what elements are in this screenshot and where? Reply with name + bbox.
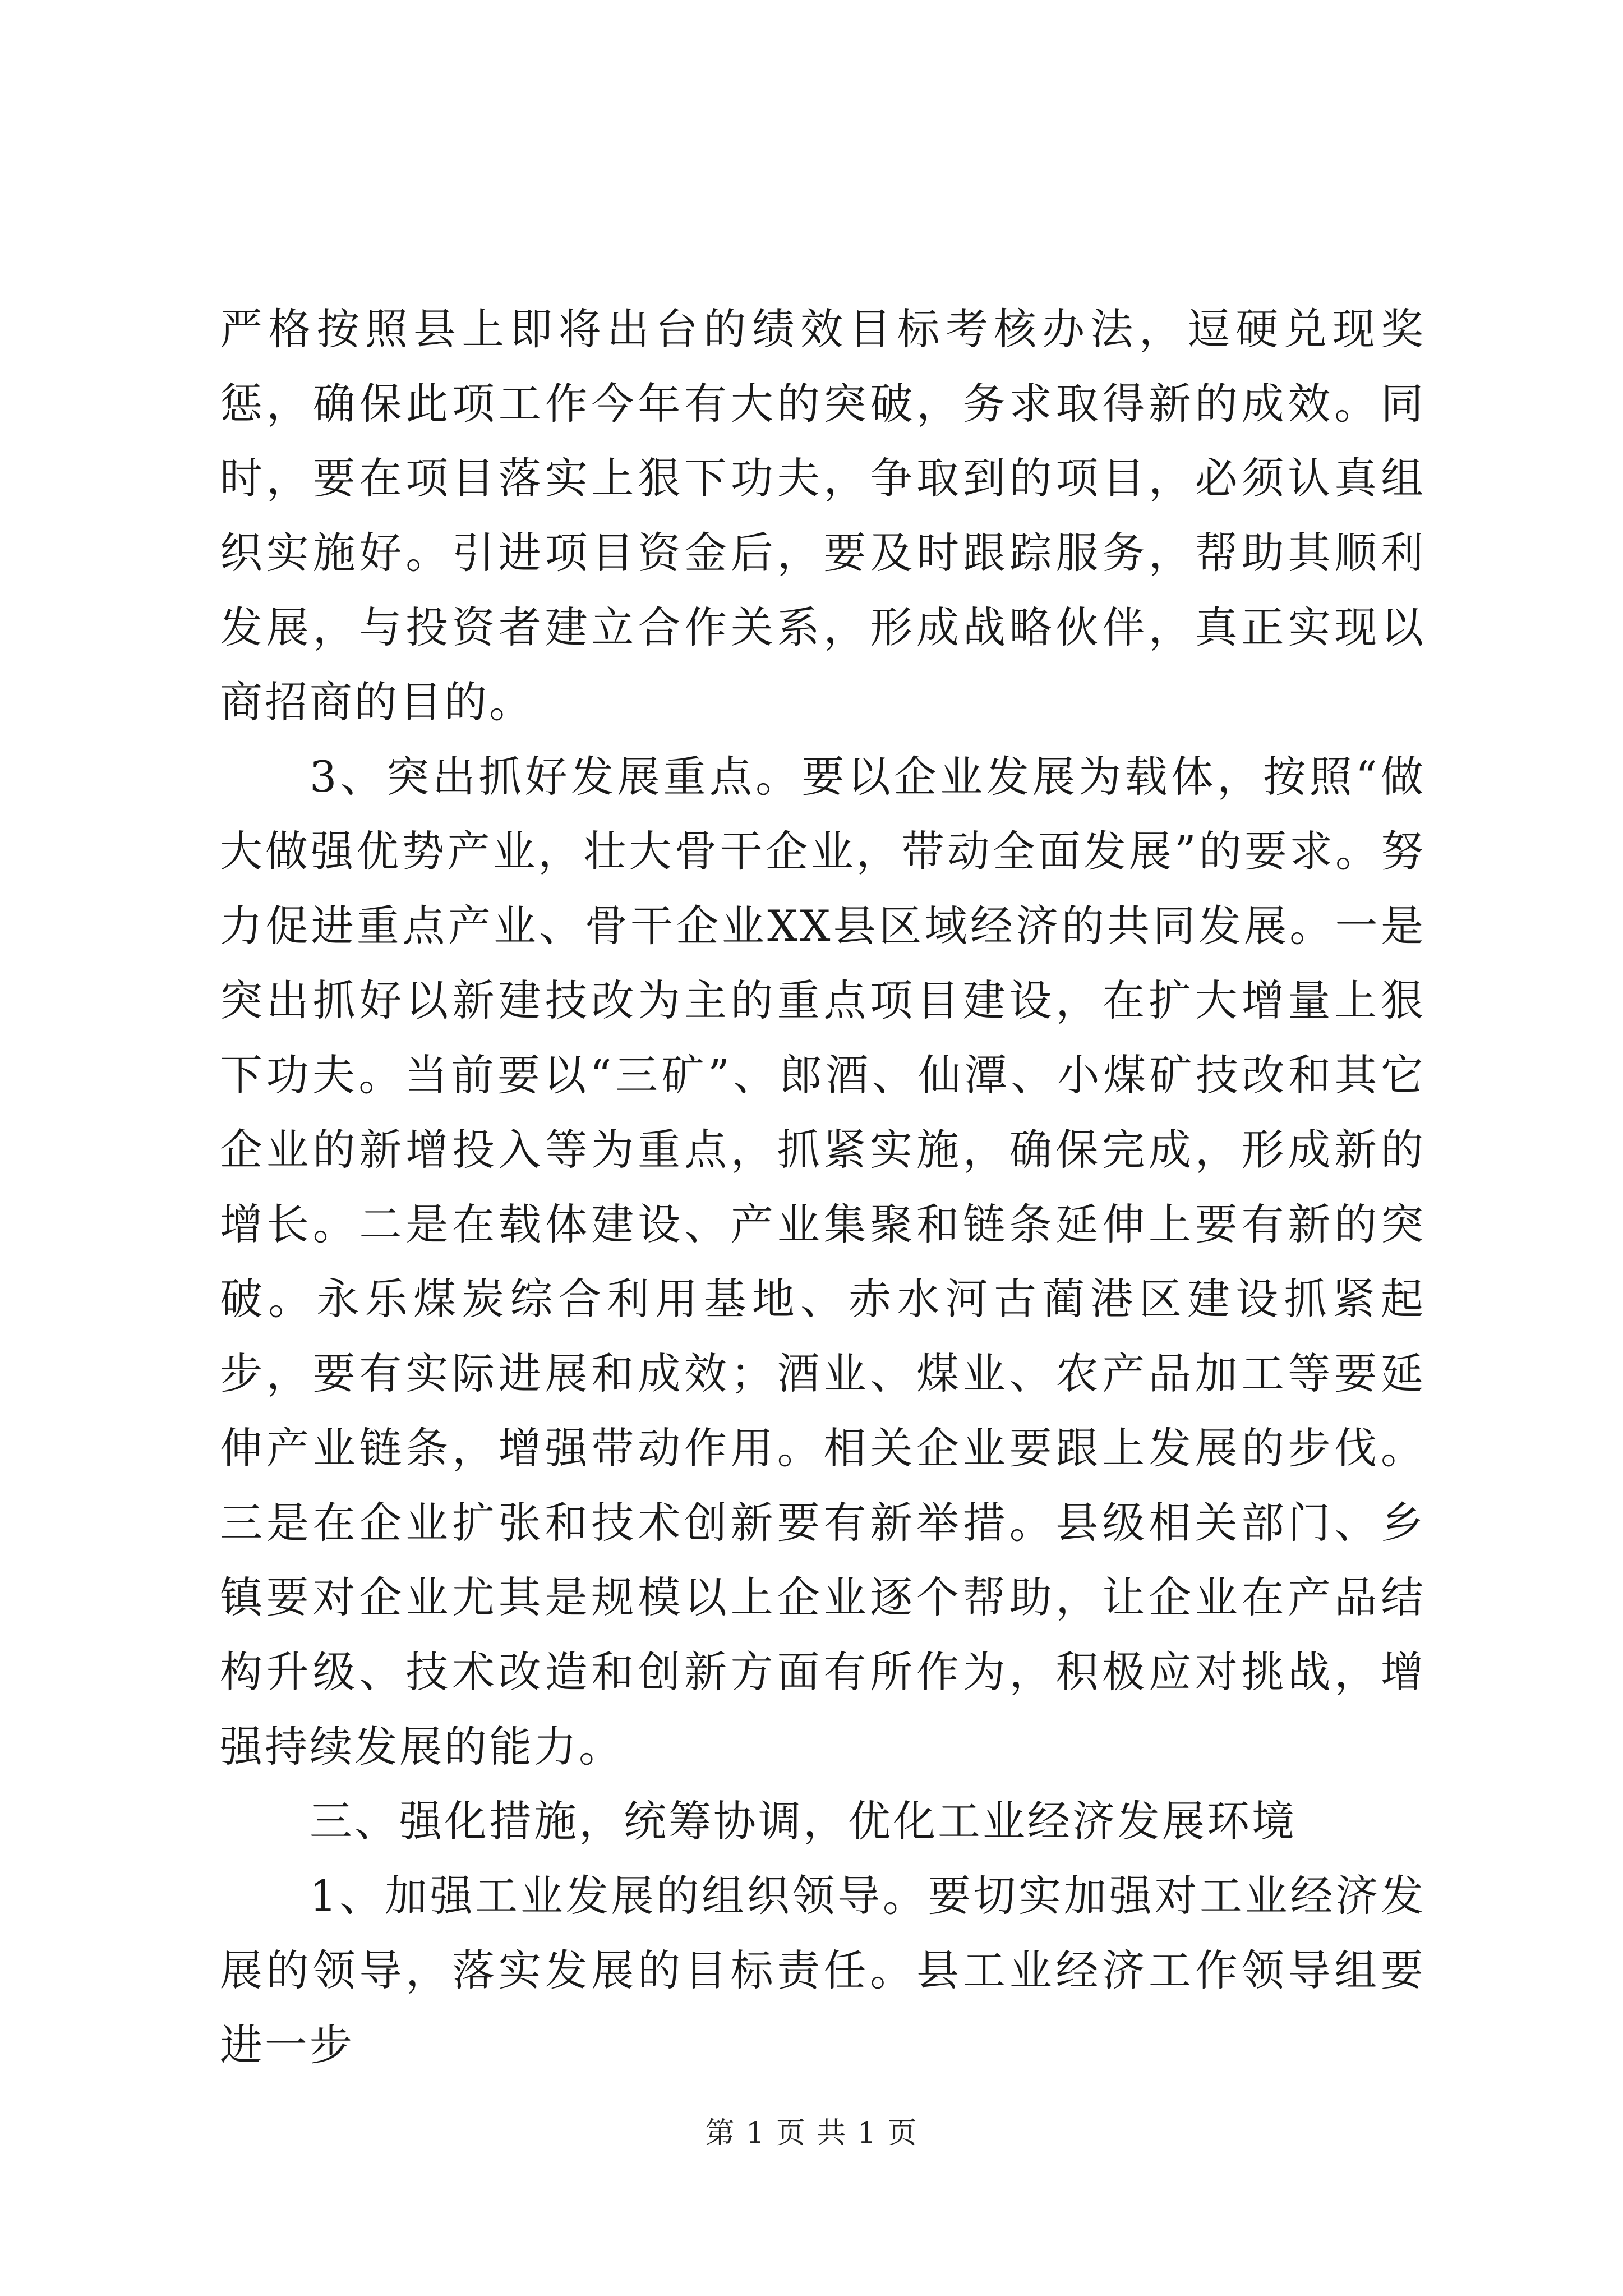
document-body xyxy=(220,292,1426,2082)
paragraph-continuation: 严格按照县上即将出台的绩效目标考核办法，逗硬兑现奖惩，确保此项工作今年有大的突破，务求取得新的成效。同时，要在项目落实上狠下功夫，争取到的项目，必须认真组织实施好。引进项目资金后，要及时跟踪服务，帮助其顺利发展，与投资者建立合作关系，形成战略伙伴，真正实现以商招商的目的。 xyxy=(220,304,1426,727)
page-footer: 第 1 页 共 1 页 xyxy=(705,2116,918,2150)
paragraph-section-3: 3、突出抓好发展重点。要以企业发展为载体，按照“做大做强优势产业，壮大骨干企业，带动全面发展”的要求。努力促进重点产业、骨干企业XX县区域经济的共同发展。一是突出抓好以新建技改为主的重点项目建设，在扩大增量上狠下功夫。当前要以“三矿”、郎酒、仙潭、小煤矿技改和其它企业的新增投入等为重点，抓紧实施，确保完成，形成新的增长。二是在载体建设、产业集聚和链条延伸上要有新的突破。永乐煤炭综合利用基地、赤水河古蔺港区建设抓紧起步，要有实际进展和成效；酒业、煤业、农产品加工等要延伸产业链条，增强带动作用。相关企业要跟上发展的步伐。三是在企业扩张和技术创新要有新举措。县级相关部门、乡镇要对企业尤其是规模以上企业逐个帮助，让企业在产品结构升级、技术改造和创新方面有所作为，积极应对挑战，增强持续发展的能力。 xyxy=(220,752,1426,1772)
paragraph-section-1: 1、加强工业发展的组织领导。要切实加强对工业经济发展的领导，落实发展的目标责任。县工业经济工作领导组要进一步 xyxy=(220,1871,1426,2070)
section-heading: 三、强化措施，统筹协调，优化工业经济发展环境 xyxy=(310,1796,1297,1846)
